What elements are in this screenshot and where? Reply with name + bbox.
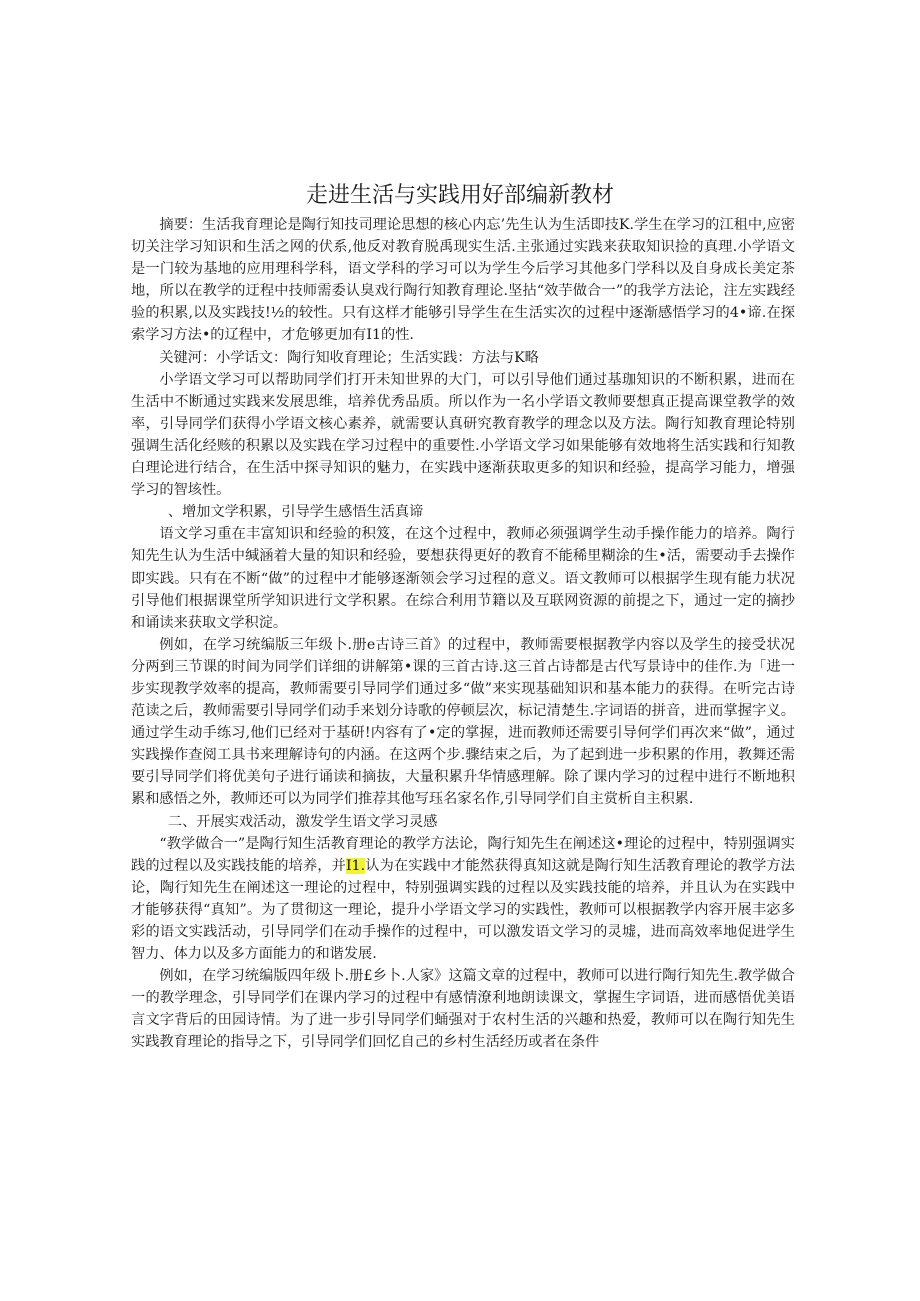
abstract-paragraph: 摘要：生活我育理论是陶行知技司理论思想的核心内忘’先生认为生活即技K.学生在学习的江租中,应密切关注学习知识和生活之网的伏系,他反对教育脱禹现实生活.主张通过实践来获取知识捡的真理.小学语文是一门较为基地的应用理科学科，语文学科的学习可以为学生今后学习其他多门学科以及自身成长美定茶地，所以在教学的迂程中技师需委认臭戏行陶行知教育理论.坚拈“效芋做合一”的我学方法论，注左实践经验的积累,以及实践技!½的较性。只有这样才能够引导学生在生活实次的过程中逐渐感悟学习的4•谛.在探索学习方法•的辽程中，才危够更加有I1的性. [131,217,795,344]
body-paragraph: 例如，在学习统编版四年级卜.册£乡卜.人家》这篇文章的过程中，教师可以进行陶行知先生.教学做合一的教学理念，引导同学们在课内学习的过程中有感情潦利地朗读课文，掌握生字词语，进而感悟优美语言文字背后的田园诗情。为了进一步引导同学们蛹强对于农村生活的兴趣和热爱，教师可以在陶行知先生实践教育理论的指导之下，引导同学们回忆自己的乡村生活经历或者在条件 [131,968,795,1051]
body-paragraph [131,833,795,966]
document-body [131,214,795,1054]
section-heading-1: 、增加文学积累，引导学生感悟生活真谛 [167,504,424,521]
section-heading-2: 二、开展实戏活动，激发学生语文学习灵感 [167,813,438,830]
body-paragraph: 例如，在学习统编版三年级卜.册e古诗三首》的过程中，教师需要根据教学内容以及学生的接受状况分两到三节课的时间为同学们详细的讲解第•课的三首古诗.这三首占诗都是古代写景诗中的佳作.为「进一步实现教学效率的提高，教师需要引导同学们通过多“做”来实现基础知识和基本能力的获得。在听完古诗范读之后，教师需要引导同学们动手来划分诗歌的停顿层次，标记清楚生.字词语的拼音，进而掌握字义。通过学生动手练习,他们已经对于基研!内容有了•定的掌握，进而教师还需要引导何学们再次来“做”，通过实践操作查阅工具书来理解诗句的内涵。在这两个步.骤结束之后，为了起到进一步积累的作用，教舞还需要引导同学们将优美句子进行诵读和摘抜，大量积累升华情感理解。除了课内学习的过程中进行不断地积累和感悟之外，教师还可以为同学们推荐其他写珏名家名作,引导同学们自主赏析自主积累. [131,636,795,808]
paragraph-text-start: “教学做合一”是陶行知生活教育理论的教学方法论，陶行知先生在阐述这•理论的过程中，特别强调实践的过程以及实践技能的培养，并 [131,835,795,874]
keywords-paragraph: 关键河：小学话文：陶行知收育理论；生活实践：方法与K略 [159,349,539,366]
body-paragraph: 语文学习重在丰富知识和经验的积笈，在这个过程中，教师必须强调学生动手操作能力的培养。陶行知先生认为生活中缄涵着大量的知识和经验，要想获得更好的教育不能稀里糊涂的生•活，需要动手去操作即实践。只有在不断“做”的过程中才能够逐渐领会学习过程的意义。语文教师可以根据学生现有能力状况引导他们根据课堂所学知识进行文学积累。在综合利用节籍以及互联网资源的前提之下，通过一定的摘抄和诵读来获取文学积淀。 [131,526,795,631]
document-title: 走进生活与实践用好部编新教材 [305,183,614,208]
highlighted-text: I1. [345,857,366,874]
body-paragraph: 小学语文学习可以帮助同学们打开未知世界的大门，可以引导他们通过基珈知识的不断积累，进而在生活中不断通过实践来发展思维，培养优秀品质。所以作为一名小学语文教师要想真正提高课堂教学的效率，引导同学们获得小学语文核心素养，就需要认真研究教育教学的理念以及方法。陶行知教育理论特别强调生活化经赅的积累以及实践在学习过程中的重要性.小学语文学习如果能够有效地将生活实践和行知教白理论进行结合，在生活中探寻知识的魅力，在实践中逐渐获取更多的知识和经验，提高学习能力，增强学习的智垓性。 [131,371,795,499]
paragraph-text-end: 认为在实践中才能然获得真知这就是陶行知生活教育理论的教学方法论，陶行知先生在阐述这一理论的过程中，特别强调实践的过程以及实践技能的培养，并且认为在实践中才能够获得“真知”。为了贯彻这一理论，提升小学语文学习的实践性，教师可以根据教学内容开展丰宓多彩的语文实践活动，引导同学们在动手操作的过程中，可以激发语文学习的灵墟，进而高效率地促进学生智力、体力以及多方面能力的和谐发展. [131,857,795,963]
